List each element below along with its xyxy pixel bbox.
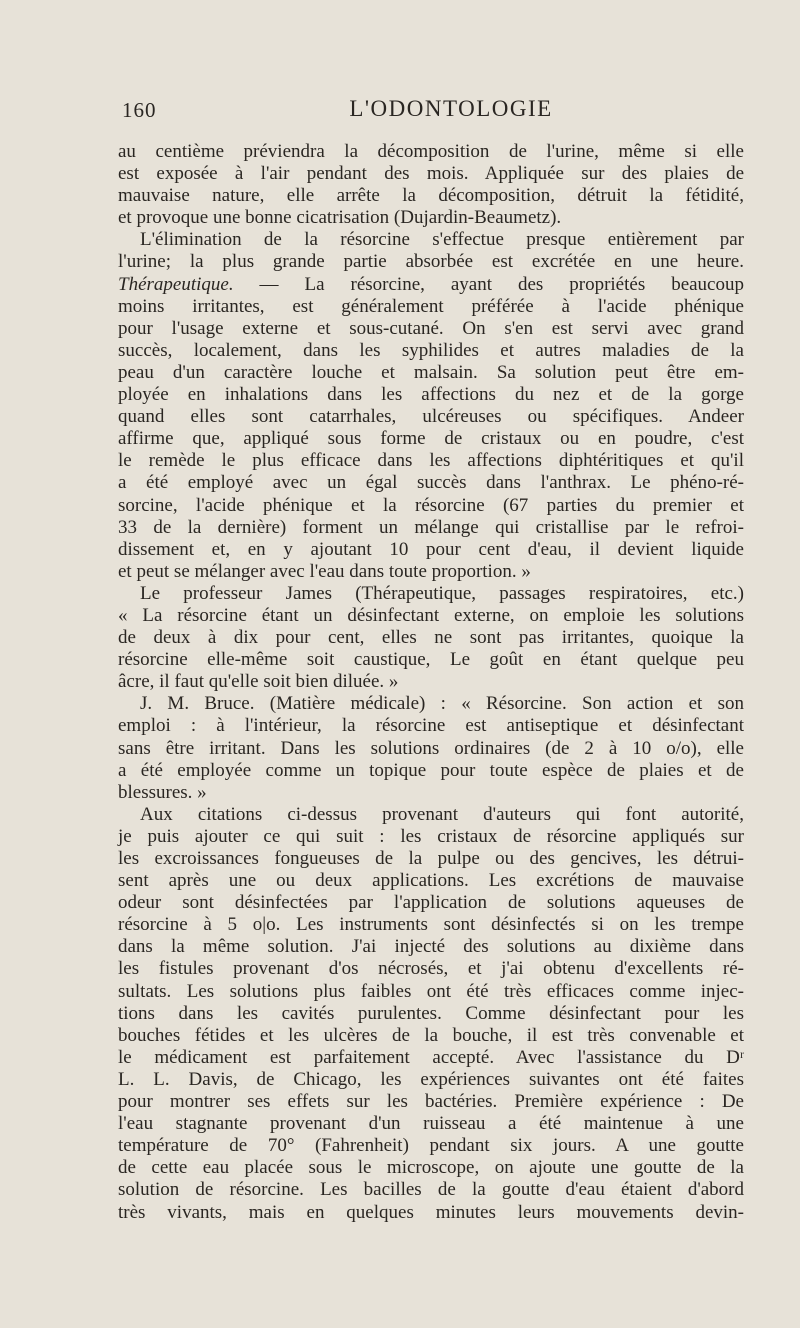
text-line: au centième préviendra la décomposition de l'urine, même si elle bbox=[118, 141, 744, 162]
text-line: solution de résorcine. Les bacilles de la goutte d'eau étaient d'abord bbox=[118, 1179, 744, 1201]
text-line: sans être irritant. Dans les solutions ordinaires (de 2 à 10 o/o), elle bbox=[118, 737, 744, 759]
text-line: de cette eau placée sous le microscope, on ajoute une goutte de la bbox=[118, 1157, 744, 1179]
page-number: 160 bbox=[122, 98, 157, 122]
text-line: résorcine à 5 o|o. Les instruments sont désinfectés si on les trempe bbox=[118, 914, 744, 936]
text-line: a été employé avec un égal succès dans l'anthrax. Le phéno-ré- bbox=[118, 472, 744, 494]
text-line: très vivants, mais en quelques minutes leurs mouvements devin- bbox=[118, 1201, 744, 1223]
text-line: « La résorcine étant un désinfectant externe, on emploie les solutions bbox=[118, 604, 744, 626]
text-line: ployée en inhalations dans les affections du nez et de la gorge bbox=[118, 384, 744, 406]
text-line: âcre, il faut qu'elle soit bien diluée. » bbox=[118, 671, 399, 693]
text-line: Thérapeutique. — La résorcine, ayant des propriétés beaucoup bbox=[118, 273, 744, 295]
text-line: le médicament est parfaitement accepté. Avec l'assistance du Dʳ bbox=[118, 1046, 744, 1068]
text-line: blessures. » bbox=[118, 781, 207, 803]
text-line: le remède le plus efficace dans les affections diphtéritiques et qu'il bbox=[118, 450, 744, 472]
body-text bbox=[118, 141, 744, 1224]
page-header bbox=[118, 96, 744, 126]
text-line: Le professeur James (Thérapeutique, passages respiratoires, etc.) bbox=[140, 582, 744, 604]
text-line: L'élimination de la résorcine s'effectue presque entièrement par bbox=[140, 229, 744, 251]
text-line: mauvaise nature, elle arrête la décomposition, détruit la fétidité, bbox=[118, 185, 744, 207]
text-line: sultats. Les solutions plus faibles ont été très efficaces comme injec- bbox=[118, 980, 744, 1002]
text-line: de deux à dix pour cent, elles ne sont pas irritantes, quoique la bbox=[118, 627, 744, 649]
text-line: sent après une ou deux applications. Les excrétions de mauvaise bbox=[118, 870, 744, 892]
text-line: succès, localement, dans les syphilides et autres maladies de la bbox=[118, 339, 744, 361]
text-line: sorcine, l'acide phénique et la résorcine (67 parties du premier et bbox=[118, 494, 744, 516]
text-line: J. M. Bruce. (Matière médicale) : « Résorcine. Son action et son bbox=[140, 693, 744, 715]
text-line: L. L. Davis, de Chicago, les expériences suivantes ont été faites bbox=[118, 1068, 744, 1090]
text-line: température de 70° (Fahrenheit) pendant six jours. A une goutte bbox=[118, 1135, 744, 1157]
text-line: est exposée à l'air pendant des mois. Appliquée sur des plaies de bbox=[118, 163, 744, 185]
text-line: peau d'un caractère louche et malsain. Sa solution peut être em- bbox=[118, 361, 744, 383]
text-line: affirme que, appliqué sous forme de cristaux ou en poudre, c'est bbox=[118, 428, 744, 450]
text-line: dans la même solution. J'ai injecté des solutions au dixième dans bbox=[118, 936, 744, 958]
text-line: Aux citations ci-dessus provenant d'auteurs qui font autorité, bbox=[140, 803, 744, 825]
text-line: 33 de la dernière) forment un mélange qui cristallise par le refroi- bbox=[118, 516, 744, 538]
text-line: les fistules provenant d'os nécrosés, et j'ai obtenu d'excellents ré- bbox=[118, 958, 744, 980]
text-line: a été employée comme un topique pour toute espèce de plaies et de bbox=[118, 759, 744, 781]
text-line: pour montrer ses effets sur les bactéries. Première expérience : De bbox=[118, 1091, 744, 1113]
text-line: emploi : à l'intérieur, la résorcine est antiseptique et désinfectant bbox=[118, 715, 744, 737]
text-line: l'eau stagnante provenant d'un ruisseau a été maintenue à une bbox=[118, 1113, 744, 1135]
section-heading-italic: Thérapeutique. bbox=[118, 273, 234, 295]
text-line: résorcine elle-même soit caustique, Le goût en étant quelque peu bbox=[118, 649, 744, 671]
text-line: bouches fétides et les ulcères de la bouche, il est très convenable et bbox=[118, 1024, 744, 1046]
text-line: et provoque une bonne cicatrisation (Dujardin-Beaumetz). bbox=[118, 207, 562, 229]
text-line: odeur sont désinfectées par l'application de solutions aqueuses de bbox=[118, 892, 744, 914]
text-line: pour l'usage externe et sous-cutané. On s'en est servi avec grand bbox=[118, 317, 744, 339]
running-title: L'ODONTOLOGIE bbox=[349, 96, 553, 121]
text-line: tions dans les cavités purulentes. Comme désinfectant pour les bbox=[118, 1002, 744, 1024]
text-line: l'urine; la plus grande partie absorbée est excrétée en une heure. bbox=[118, 251, 744, 273]
text-line: quand elles sont catarrhales, ulcéreuses ou spécifiques. Andeer bbox=[118, 406, 744, 428]
text-line: moins irritantes, est généralement préférée à l'acide phénique bbox=[118, 295, 744, 317]
text-line: dissement et, en y ajoutant 10 pour cent d'eau, il devient liquide bbox=[118, 538, 744, 560]
text-line: je puis ajouter ce qui suit : les cristaux de résorcine appliqués sur bbox=[118, 825, 744, 847]
text-line: et peut se mélanger avec l'eau dans toute proportion. » bbox=[118, 560, 531, 582]
text-line: les excroissances fongueuses de la pulpe ou des gencives, les détrui- bbox=[118, 848, 744, 869]
